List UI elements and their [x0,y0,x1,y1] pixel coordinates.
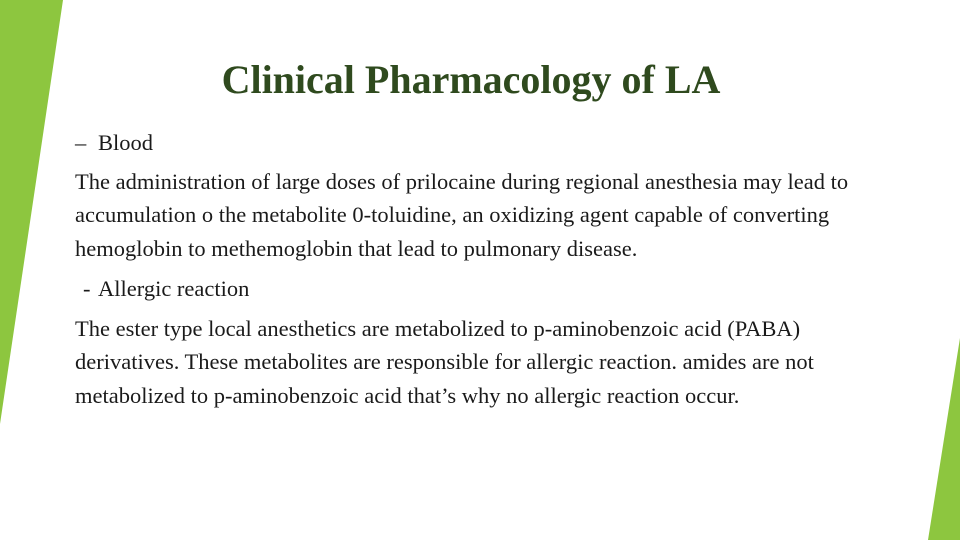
section-heading-blood [75,126,905,160]
section-body-allergic-reaction: The ester type local anesthetics are metabolized to p-aminobenzoic acid (PABA) derivatives. These metabolites are responsible for allergic reaction. amides are not metabolized to p-aminobenzoic acid that’s why no allergic reaction occur. [75,315,814,408]
right-accent-stripe [928,338,960,540]
section-heading-allergic-reaction [75,272,905,306]
section-heading-label: Blood [98,130,154,155]
slide-title: Clinical Pharmacology of LA [221,57,721,102]
dash-bullet: - [83,276,91,301]
slide-content [75,126,905,412]
dash-bullet: – [75,130,87,155]
section-heading-label: Allergic reaction [98,276,250,301]
section-body-blood: The administration of large doses of prilocaine during regional anesthesia may lead to accumulation o the metabolite 0-toluidine, an oxidizing agent capable of converting hemoglobin to methemoglobin that lead to pulmonary disease. [75,168,849,261]
